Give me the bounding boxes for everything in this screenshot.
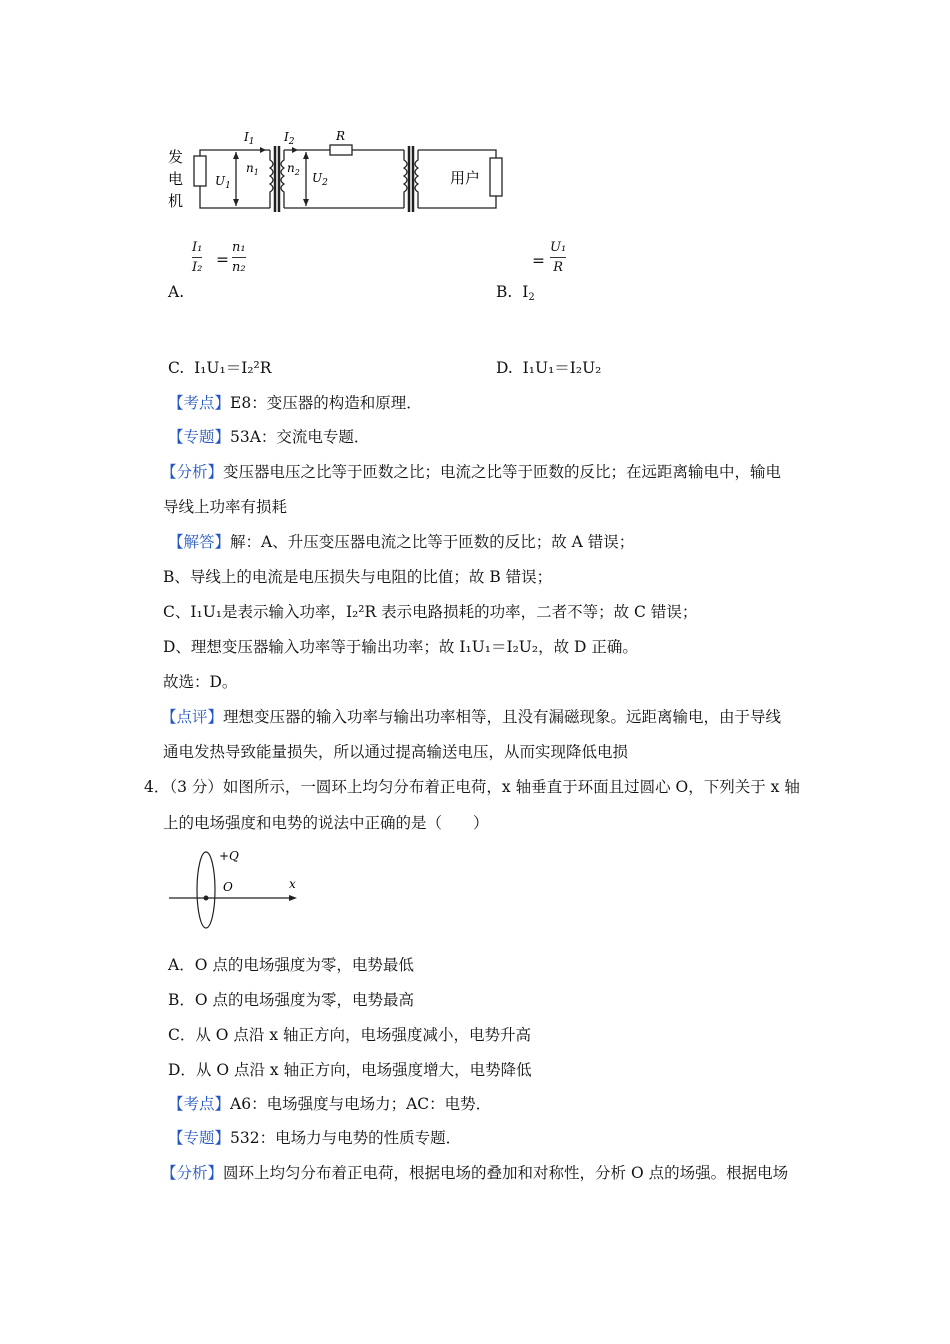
label-i2: I — [284, 130, 289, 144]
label-i1: I — [244, 130, 249, 144]
q3-zhuanti-text: 53A：交流电专题． — [230, 428, 370, 446]
q3-zhuanti — [168, 427, 369, 447]
svg-text:I1 — [243, 130, 254, 147]
svg-text:I2 — [283, 130, 295, 147]
option-a-num1: I₁ — [192, 240, 203, 255]
q3-jieda-text1: 解：A、升压变压器电流之比等于匝数的反比；故 A 错误； — [230, 533, 635, 551]
label-u1: U — [215, 174, 226, 188]
label-u2-sub: 2 — [322, 178, 328, 188]
option-d-text: I₁U₁＝I₂U₂ — [522, 359, 602, 377]
q3-jieda-line2: B、导线上的电流是电压损失与电阻的比值；故 B 错误； — [163, 568, 553, 586]
label-i1-sub: 1 — [248, 137, 255, 147]
q4-stem-line2: 上的电场强度和电势的说法中正确的是（ ） — [163, 814, 489, 832]
q3-dianping-text1: 理想变压器的输入功率与输出功率相等，且没有漏磁现象。远距离输电，由于导线 — [223, 708, 782, 726]
q4-option-a: A．O 点的电场强度为零，电势最低 — [168, 956, 414, 974]
option-b — [496, 282, 535, 308]
svg-text:n2 — [287, 161, 300, 177]
q3-jieda-line3: C、I₁U₁是表示输入功率，I₂²R 表示电路损耗的功率，二者不等；故 C 错误； — [163, 603, 698, 621]
transformer-circuit-diagram — [160, 120, 520, 220]
q3-fenxi-line1 — [161, 462, 781, 482]
figure-axis-label: x — [289, 877, 296, 891]
generator-label-1: 发 — [168, 148, 184, 166]
charged-ring-figure — [165, 842, 310, 934]
option-b-label: B. — [496, 283, 513, 301]
label-r: R — [336, 129, 346, 143]
option-d — [496, 358, 601, 378]
generator-label-2: 电 — [168, 170, 184, 188]
q3-dianping-tag: 【点评】 — [161, 708, 224, 726]
option-b-num: U₁ — [550, 240, 567, 255]
option-c-label: C. — [168, 359, 185, 377]
q3-dianping-line1 — [161, 707, 781, 727]
option-a-num2: n₁ — [232, 240, 246, 255]
user-label: 用户 — [450, 169, 481, 187]
q4-stem-text1: （3 分）如图所示，一圆环上均匀分布着正电荷，x 轴垂直于环面且过圆心 O，下列关于 x 轴 — [169, 778, 800, 796]
option-a-label: A. — [168, 283, 185, 301]
figure-charge-label: +Q — [219, 849, 239, 863]
option-b-lhs-sub: 2 — [528, 292, 535, 303]
q3-fenxi-line2: 导线上功率有损耗 — [163, 498, 288, 516]
q3-dianping-line2: 通电发热导致能量损失，所以通过提高输送电压，从而实现降低电损 — [163, 743, 629, 761]
q4-kaodian — [168, 1094, 491, 1114]
q3-fenxi-tag: 【分析】 — [161, 463, 224, 481]
label-n2-sub: 2 — [294, 168, 300, 177]
q3-jieda-tag: 【解答】 — [168, 533, 231, 551]
q4-stem-line1 — [144, 777, 800, 797]
label-n1-sub: 1 — [253, 168, 259, 177]
svg-text:U1 — [215, 174, 231, 191]
q3-fenxi-text1: 变压器电压之比等于匝数之比；电流之比等于匝数的反比；在远距离输电中，输电 — [223, 463, 782, 481]
q4-option-b: B．O 点的电场强度为零，电势最高 — [168, 991, 415, 1009]
q3-jieda-line1 — [168, 532, 634, 552]
svg-text:n1 — [246, 161, 259, 177]
figure-origin-label: O — [223, 880, 233, 894]
q4-zhuanti — [168, 1128, 461, 1148]
option-b-eq: = — [532, 252, 545, 270]
q4-fenxi-tag: 【分析】 — [161, 1164, 224, 1182]
label-u2: U — [312, 171, 323, 185]
q4-option-d: D．从 O 点沿 x 轴正方向，电场强度增大，电势降低 — [168, 1061, 532, 1079]
option-a-den2: n₂ — [232, 260, 246, 275]
label-u1-sub: 1 — [225, 181, 231, 191]
option-c — [168, 358, 271, 378]
q4-number: 4． — [144, 778, 170, 796]
option-a-den1: I₂ — [192, 260, 203, 275]
option-b-den: R — [553, 260, 563, 275]
svg-text:U2 — [312, 171, 328, 188]
option-a-eq: = — [216, 251, 229, 269]
q3-zhuanti-tag: 【专题】 — [168, 428, 231, 446]
label-i2-sub: 2 — [288, 137, 295, 147]
q4-fenxi-line1 — [161, 1163, 788, 1183]
q3-kaodian — [168, 393, 422, 413]
option-c-text: I₁U₁＝I₂²R — [194, 359, 272, 377]
q4-kaodian-text: A6：电场强度与电场力；AC：电势． — [230, 1095, 492, 1113]
q4-zhuanti-tag: 【专题】 — [168, 1129, 231, 1147]
q4-zhuanti-text: 532：电场力与电势的性质专题． — [230, 1129, 462, 1147]
option-b-lhs: I — [522, 283, 529, 301]
q4-fenxi-text1: 圆环上均匀分布着正电荷，根据电场的叠加和对称性，分析 O 点的场强。根据电场 — [223, 1164, 789, 1182]
label-n2: n — [287, 161, 295, 175]
option-d-label: D. — [496, 359, 513, 377]
label-n1: n — [246, 161, 254, 175]
q4-kaodian-tag: 【考点】 — [168, 1095, 231, 1113]
q3-jieda-line5: 故选：D。 — [163, 673, 238, 691]
q4-option-c: C．从 O 点沿 x 轴正方向，电场强度减小，电势升高 — [168, 1026, 532, 1044]
q3-kaodian-tag: 【考点】 — [168, 394, 231, 412]
generator-label-3: 机 — [168, 192, 184, 210]
q3-kaodian-text: E8：变压器的构造和原理． — [230, 394, 422, 412]
q3-jieda-line4: D、理想变压器输入功率等于输出功率；故 I₁U₁＝I₂U₂，故 D 正确。 — [163, 638, 638, 656]
